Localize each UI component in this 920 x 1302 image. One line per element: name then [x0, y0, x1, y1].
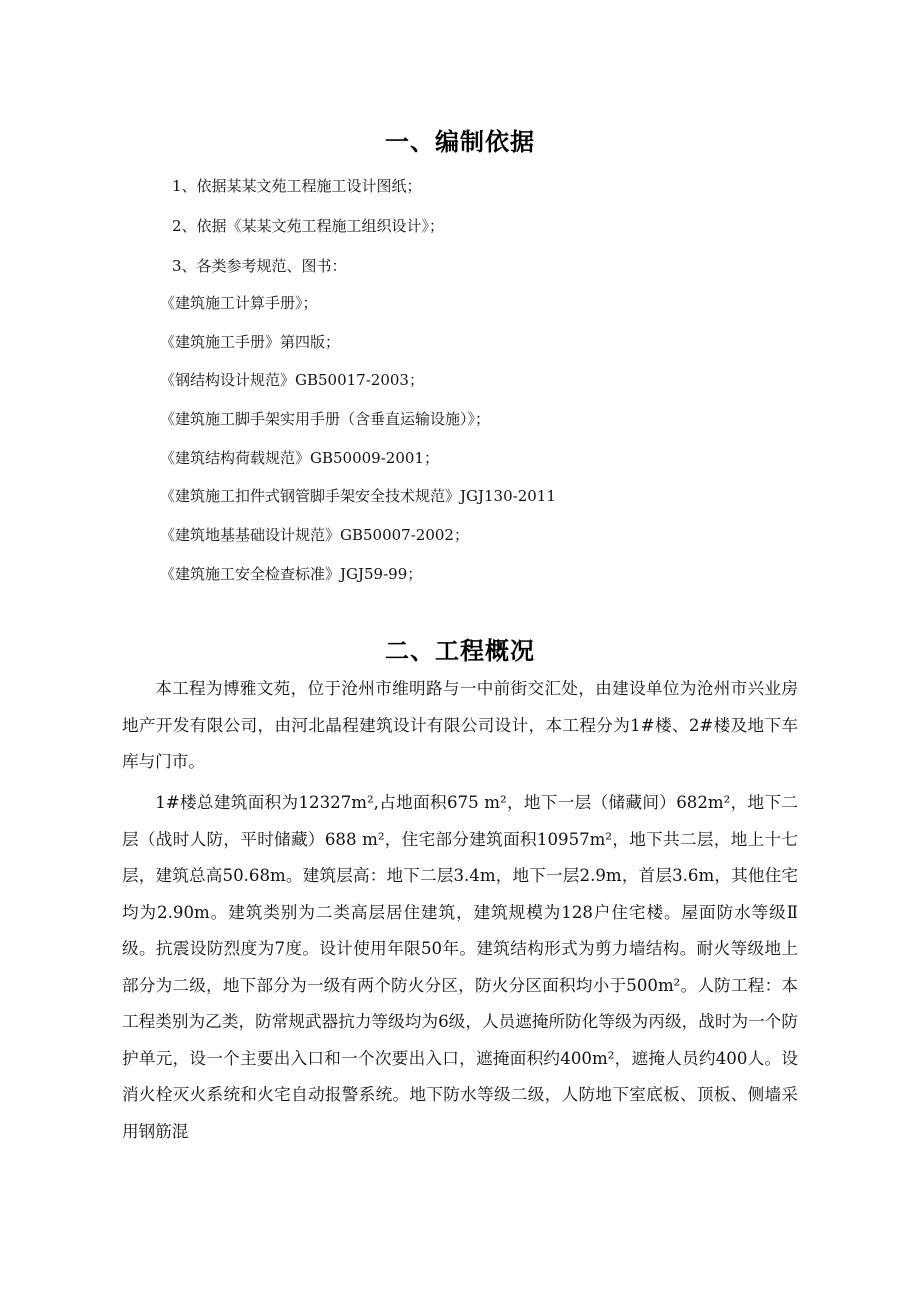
reference-item: 《建筑地基基础设计规范》GB50007-2002； [160, 526, 469, 544]
reference-item: 《建筑结构荷载规范》GB50009-2001； [160, 449, 439, 467]
reference-item: 《建筑施工扣件式钢管脚手架安全技术规范》JGJ130-2011 [160, 487, 556, 505]
overview-paragraph-1: 本工程为博雅文苑，位于沧州市维明路与一中前街交汇处，由建设单位为沧州市兴业房地产开发有限公司，由河北晶程建筑设计有限公司设计，本工程分为1#楼、2#楼及地下车库与门市。 [122, 679, 798, 771]
overview-paragraph-2: 1#楼总建筑面积为12327m²,占地面积675 m²，地下一层（储藏间）682m²，地下二层（战时人防，平时储藏）688 m²，住宅部分建筑面积10957m²，地下共二层，地上十七层，建筑总高50.68m。建筑层高：地下二层3.4m，地下一层2.9m，首层3.6m，其他住宅均为2.90m。建筑类别为二类高层居住建筑，建筑规模为128户住宅楼。屋面防水等级Ⅱ级。抗震设防烈度为7度。设计使用年限50年。建筑结构形式为剪力墙结构。耐火等级地上部分为二级，地下部分为一级有两个防火分区，防火分区面积均小于500m²。人防工程：本工程类别为乙类，防常规武器抗力等级均为6级，人员遮掩所防化等级为丙级，战时为一个防护单元，设一个主要出入口和一个次要出入口，遮掩面积约400m²，遮掩人员约400人。设消火栓灭火系统和火宅自动报警系统。地下防水等级二级，人防地下室底板、顶板、侧墙采用钢筋混 [122, 793, 798, 1141]
basis-item-2: 2、依据《某某文苑工程施工组织设计》； [172, 217, 445, 235]
reference-item: 《建筑施工手册》第四版； [160, 333, 341, 351]
section2-title: 二、工程概况 [385, 637, 535, 665]
section1-title: 一、编制依据 [385, 128, 535, 156]
basis-item-3: 3、各类参考规范、图书： [172, 257, 347, 275]
basis-item-1: 1、依据某某文苑工程施工设计图纸； [172, 177, 422, 195]
reference-item: 《钢结构设计规范》GB50017-2003； [160, 371, 424, 389]
reference-item: 《建筑施工计算手册》； [160, 294, 318, 312]
reference-item: 《建筑施工脚手架实用手册（含垂直运输设施）》； [160, 410, 491, 428]
reference-item: 《建筑施工安全检查标准》JGJ59-99； [160, 565, 423, 583]
